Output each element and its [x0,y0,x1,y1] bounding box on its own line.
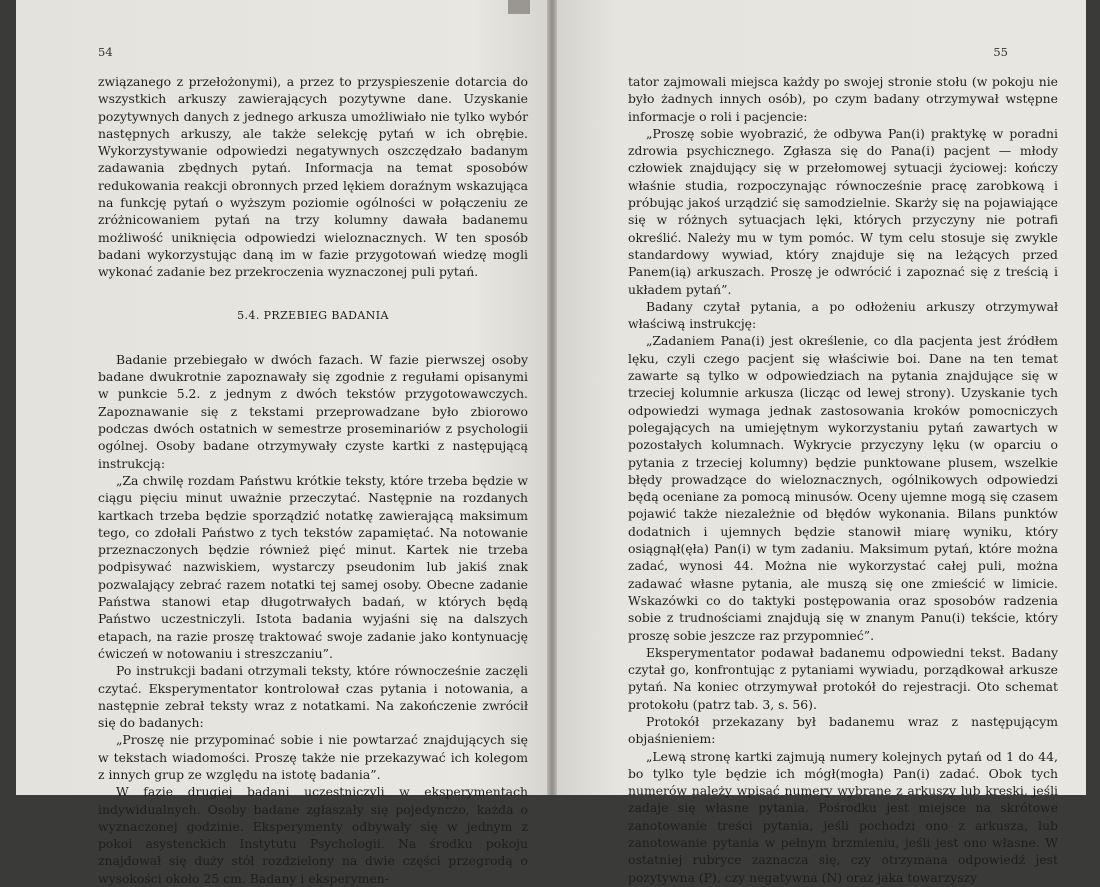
book-spread [16,0,1086,886]
paragraph: Po instrukcji badani otrzymali teksty, które równocześnie zaczęli czytać. Eksperymentator kontrolował czas pytania i notowania, a następnie zebrał teksty wraz z notatkami. Na zakończenie zwrócił się do badanych: [98,663,528,731]
paragraph: W fazie drugiej badani uczestniczyli w eksperymentach indywidualnych. Osoby badane zgłaszały się pojedynczo, każda o wyznaczonej godzinie. Eksperymenty odbywały się w jednym z pokoi asystenckich Instytutu Psychologii. Na środku pokoju znajdował się duży stół rozdzielony na dwie części przegrodą o wysokości około 25 cm. Badany i eksperymen- [98,784,528,886]
section-heading: 5.4. PRZEBIEG BADANIA [237,308,389,322]
quote-paragraph: „Proszę sobie wyobrazić, że odbywa Pan(i) praktykę w poradni zdrowia psychicznego. Zgłasza się do Pana(i) pacjent — młody człowiek znajdujący się w przełomowej sytuacji życiowej: kończy właśnie studia, rozpoczynając równocześnie pracę zarobkową i próbując jakoś urządzić się samodzielnie. Skarży się na pojawiające się w różnych sytuacjach lęki, których przyczyny nie potrafi określić. Należy mu w tym pomóc. W tym celu stosuje się zwykle standardowy wywiad, który znajduje się na leżących przed Panem(ią) arkuszach. Proszę je odwrócić i zapoznać się z treścią i układem pytań”. [628,125,1058,297]
paragraph: związanego z przełożonymi), a przez to przyspieszenie dotarcia do wszystkich arkuszy zawierających pozytywne dane. Uzyskanie pozytywnych danych z jednego arkusza umożliwiało nie tylko wybór następnych arkuszy, ale także selekcję pytań w ich obrębie. Wykorzystywanie odpowiedzi negatywnych oszczędzało badanym zadawania zbędnych pytań. Informacja na temat sposobów redukowania reakcji obronnych przed lękiem doraźnym wskazująca na funkcję pytań o wyższym poziomie ogólności w połączeniu ze zróżnicowaniem pytań na trzy kolumny dawała badanemu możliwość uniknięcia odpowiedzi wieloznacznych. W ten sposób badani wykorzystując daną im w fazie przygotowań wiedzę mogli wykonać zadanie bez przekroczenia wyznaczonej puli pytań. [98,74,528,280]
left-page-text [98,73,528,887]
paragraph: tator zajmowali miejsca każdy po swojej stronie stołu (w pokoju nie było żadnych innych osób), po czym badany otrzymywał wstępne informacje o roli i pacjencie: [628,74,1058,124]
quote-paragraph: „Zadaniem Pana(i) jest określenie, co dla pacjenta jest źródłem lęku, czyli czego pacjent się właściwie boi. Dane na ten temat zawarte są tylko w odpowiedziach na pytania znajdujące się w trzeciej kolumnie arkusza (licząc od lewej strony). Uzyskanie tych odpowiedzi wymaga jednak zastosowania kroków pomocniczych polegających na umiejętnym wykorzystaniu pytań zawartych w pozostałych kolumnach. Wykrycie przyczyny lęku (w oparciu o pytania z trzeciej kolumny) będzie punktowane plusem, wszelkie błędy prowadzące do wieloznacznych, ogólnikowych odpowiedzi będą oceniane za pomocą minusów. Oceny ujemne mogą się czasem pojawić także niezależnie od błędów wykonania. Bilans punktów dodatnich i ujemnych będzie stanowił miarę wyniku, który osiągnął(ęła) Pan(i) w tym zadaniu. Maksimum pytań, które można zadać, wynosi 44. Można nie wykorzystać całej puli, można zadawać własne pytania, ale muszą się one zmieścić w limicie. Wskazówki co do taktyki postępowania oraz sposobów radzenia sobie z trudnościami znajdują się w znanym Panu(i) tekście, który proszę sobie jeszcze raz przypomnieć”. [628,333,1058,643]
right-page-text [628,73,1058,886]
page-number: 55 [993,45,1008,59]
quote-paragraph: „Za chwilę rozdam Państwu krótkie teksty, które trzeba będzie w ciągu pięciu minut uważnie przeczytać. Następnie na rozdanych kartkach trzeba będzie sporządzić notatkę zawierającą maksimum tego, co zdołali Państwo z tych tekstów zapamiętać. Na notowanie przeznaczonych będzie również pięć minut. Kartek nie trzeba podpisywać nazwiskiem, wystarczy pseudonim lub jakiś znak pozwalający zebrać razem notatki tej samej osoby. Obecne zadanie Państwa stanowi etap długotrwałych badań, w których będą Państwo uczestniczyli. Istota badania wyjaśni się na dalszych etapach, na razie proszę traktować swoje zadanie jako kontynuację ćwiczeń w notowaniu i streszczaniu”. [98,472,528,661]
binding-tab [508,0,530,14]
paragraph: Protokół przekazany był badanemu wraz z następującym objaśnieniem: [628,713,1058,747]
page-number: 54 [98,45,113,59]
quote-paragraph: „Proszę nie przypominać sobie i nie powtarzać znajdujących się w tekstach wiadomości. Proszę także nie przekazywać ich kolegom z innych grup ze względu na istotę badania”. [98,732,528,782]
left-page [16,0,552,886]
right-page [552,0,1086,885]
quote-paragraph: „Lewą stronę kartki zajmują numery kolejnych pytań od 1 do 44, bo tylko tyle będzie ich mógł(mogła) Pan(i) zadać. Obok tych numerów należy wpisać numery wybrane z arkuszy lub kreski, jeśli zadaje się własne pytania. Pośrodku jest miejsce na skrótowe zanotowanie treści pytania, jeśli pochodzi ono z arkusza, lub zanotowanie pytania w pełnym brzmieniu, jeśli jest ono własne. W ostatniej rubryce zaznacza się, czy otrzymana odpowiedź jest pozytywna (P), czy negatywna (N) oraz jaka towarzyszy [628,748,1058,885]
book-gutter [547,0,557,795]
paragraph: Badany czytał pytania, a po odłożeniu arkuszy otrzymywał właściwą instrukcję: [628,298,1058,332]
paragraph: Badanie przebiegało w dwóch fazach. W fazie pierwszej osoby badane dwukrotnie zapoznawały się zgodnie z regułami opisanymi w punkcie 5.2. z jednym z dwóch tekstów przygotowawczych. Zapoznawanie się z tekstami przeprowadzane było zbiorowo podczas dwóch ostatnich w semestrze proseminariów z psychologii ogólnej. Osoby badane otrzymywały czyste kartki z następującą instrukcją: [98,351,528,471]
paragraph: Eksperymentator podawał badanemu odpowiedni tekst. Badany czytał go, konfrontując z pytaniami wywiadu, porządkował arkusze pytań. Na koniec otrzymywał protokół do rejestracji. Oto schemat protokołu (patrz tab. 3, s. 56). [628,644,1058,712]
